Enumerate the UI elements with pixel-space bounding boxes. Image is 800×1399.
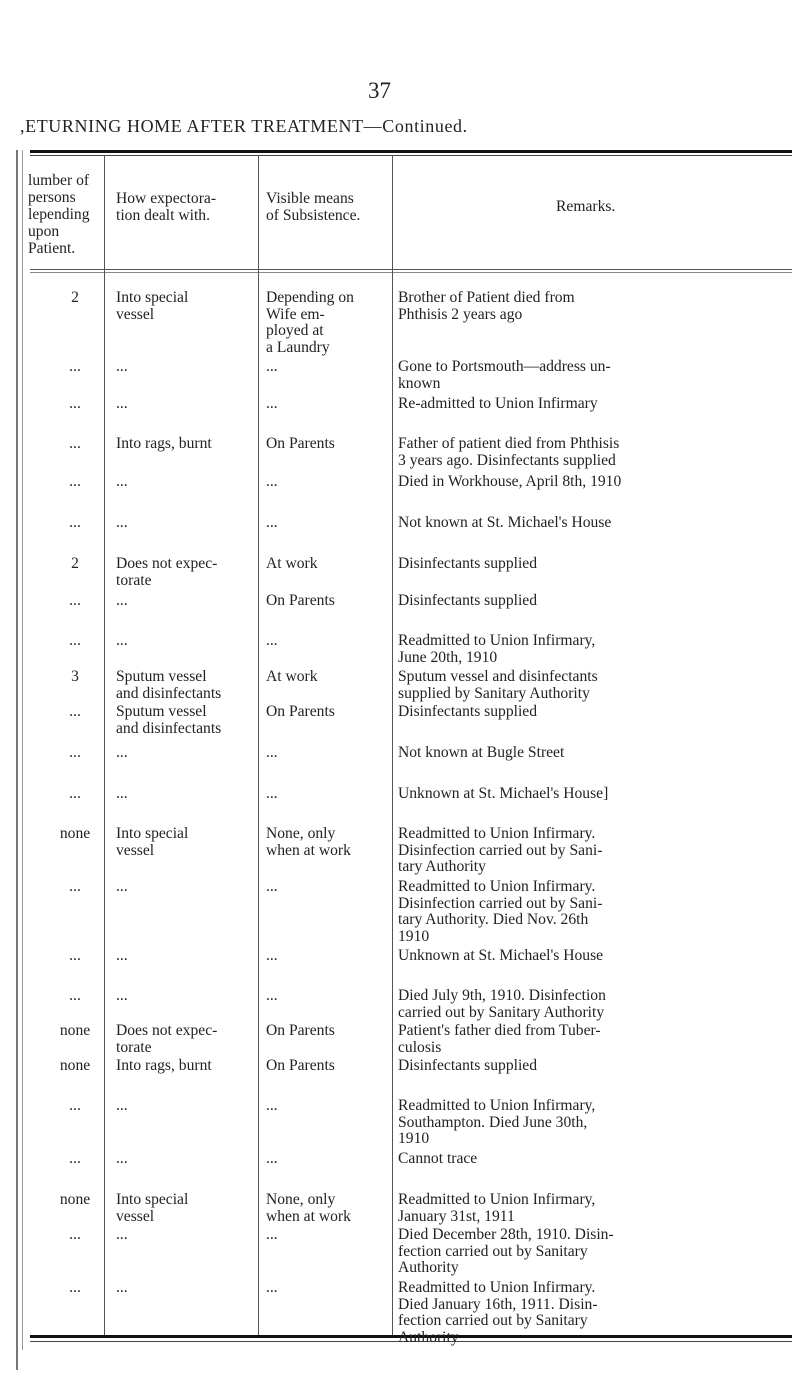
subsistence-cell: ...: [266, 358, 278, 375]
expectoration-cell: ...: [116, 947, 128, 964]
persons-cell: ...: [69, 358, 81, 375]
remarks-cell: Readmitted to Union Infirmary. Died January 16th, 1911. Disin- fection carried out by Sanitary Authority: [398, 1279, 598, 1346]
subsistence-cell: At work: [266, 668, 318, 685]
remarks-cell: Disinfectants supplied: [398, 592, 538, 609]
subsistence-cell: ...: [266, 1150, 278, 1167]
expectoration-cell: ...: [116, 632, 128, 649]
persons-cell: ...: [69, 703, 81, 720]
remarks-cell: Father of patient died from Phthisis 3 years ago. Disinfectants supplied: [398, 435, 620, 469]
persons-cell: none: [59, 1191, 91, 1208]
persons-cell: ...: [69, 1279, 81, 1296]
remarks-cell: Brother of Patient died from Phthisis 2 years ago: [398, 289, 575, 323]
column-divider-2: [258, 155, 259, 1335]
subsistence-cell: ...: [266, 785, 278, 802]
persons-cell: ...: [69, 435, 81, 452]
expectoration-cell: ...: [116, 514, 128, 531]
remarks-cell: Died December 28th, 1910. Disin- fection carried out by Sanitary Authority: [398, 1226, 614, 1276]
subsistence-cell: None, only when at work: [266, 825, 351, 859]
header-rule: [30, 269, 792, 270]
remarks-cell: Readmitted to Union Infirmary. Disinfection carried out by Sani- tary Authority. Died Nov. 26th 1910: [398, 878, 603, 945]
persons-cell: ...: [69, 987, 81, 1004]
expectoration-cell: Into special vessel: [116, 825, 189, 859]
remarks-cell: Cannot trace: [398, 1150, 478, 1167]
expectoration-cell: ...: [116, 592, 128, 609]
expectoration-cell: ...: [116, 1226, 128, 1243]
subsistence-cell: On Parents: [266, 703, 335, 720]
subsistence-cell: ...: [266, 878, 278, 895]
expectoration-cell: ...: [116, 1097, 128, 1114]
persons-cell: 2: [71, 289, 79, 306]
remarks-cell: Unknown at St. Michael's House: [398, 947, 604, 964]
subsistence-cell: ...: [266, 473, 278, 490]
persons-cell: none: [59, 825, 91, 842]
expectoration-cell: Into special vessel: [116, 1191, 189, 1225]
persons-cell: 3: [71, 668, 79, 685]
subsistence-cell: On Parents: [266, 1022, 335, 1039]
subsistence-cell: ...: [266, 1226, 278, 1243]
persons-cell: ...: [69, 1150, 81, 1167]
header-remarks: Remarks.: [556, 198, 616, 215]
expectoration-cell: ...: [116, 473, 128, 490]
persons-cell: ...: [69, 744, 81, 761]
remarks-cell: Patient's father died from Tuber- culosis: [398, 1022, 601, 1056]
expectoration-cell: ...: [116, 785, 128, 802]
persons-cell: ...: [69, 592, 81, 609]
expectoration-cell: Sputum vessel and disinfectants: [116, 668, 222, 702]
remarks-cell: Readmitted to Union Infirmary, Southampton. Died June 30th, 1910: [398, 1097, 596, 1147]
remarks-cell: Not known at St. Michael's House: [398, 514, 612, 531]
persons-cell: 2: [71, 555, 79, 572]
persons-cell: ...: [69, 632, 81, 649]
subsistence-cell: ...: [266, 632, 278, 649]
expectoration-cell: Does not expec- torate: [116, 555, 218, 589]
page-number: 37: [368, 78, 391, 103]
expectoration-cell: ...: [116, 358, 128, 375]
persons-cell: ...: [69, 1097, 81, 1114]
remarks-cell: Unknown at St. Michael's House]: [398, 785, 609, 802]
expectoration-cell: Into rags, burnt: [116, 435, 212, 452]
remarks-cell: Died July 9th, 1910. Disinfection carried out by Sanitary Authority: [398, 987, 606, 1021]
expectoration-cell: ...: [116, 395, 128, 412]
persons-cell: ...: [69, 785, 81, 802]
persons-cell: none: [59, 1022, 91, 1039]
expectoration-cell: ...: [116, 987, 128, 1004]
subsistence-cell: ...: [266, 947, 278, 964]
subsistence-cell: ...: [266, 395, 278, 412]
remarks-cell: Not known at Bugle Street: [398, 744, 565, 761]
persons-cell: ...: [69, 473, 81, 490]
remarks-cell: Readmitted to Union Infirmary, January 31st, 1911: [398, 1191, 596, 1225]
remarks-cell: Disinfectants supplied: [398, 703, 538, 720]
remarks-cell: Gone to Portsmouth—address un- known: [398, 358, 611, 392]
persons-cell: ...: [69, 1226, 81, 1243]
top-rule-thick: [30, 150, 792, 153]
remarks-cell: Readmitted to Union Infirmary. Disinfection carried out by Sani- tary Authority: [398, 825, 603, 875]
subsistence-cell: ...: [266, 1097, 278, 1114]
expectoration-cell: ...: [116, 1279, 128, 1296]
remarks-cell: Died in Workhouse, April 8th, 1910: [398, 473, 622, 490]
persons-cell: ...: [69, 514, 81, 531]
subsistence-cell: ...: [266, 514, 278, 531]
subsistence-cell: ...: [266, 744, 278, 761]
remarks-cell: Disinfectants supplied: [398, 1057, 538, 1074]
subsistence-cell: On Parents: [266, 1057, 335, 1074]
expectoration-cell: Sputum vessel and disinfectants: [116, 703, 222, 737]
subsistence-cell: At work: [266, 555, 318, 572]
expectoration-cell: ...: [116, 878, 128, 895]
expectoration-cell: Into special vessel: [116, 289, 189, 323]
header-subsistence: Visible means of Subsistence.: [266, 190, 361, 224]
remarks-cell: Sputum vessel and disinfectants supplied by Sanitary Authority: [398, 668, 598, 702]
header-expectoration: How expectora- tion dealt with.: [116, 190, 217, 224]
top-rule-thin: [30, 155, 792, 156]
subsistence-cell: ...: [266, 987, 278, 1004]
remarks-cell: Re-admitted to Union Infirmary: [398, 395, 598, 412]
persons-cell: ...: [69, 947, 81, 964]
remarks-cell: Readmitted to Union Infirmary, June 20th, 1910: [398, 632, 596, 666]
header-persons-depending: lumber of persons lepending upon Patient.: [28, 172, 90, 257]
expectoration-cell: ...: [116, 1150, 128, 1167]
expectoration-cell: ...: [116, 744, 128, 761]
binding-edge: [16, 150, 18, 1370]
expectoration-cell: Into rags, burnt: [116, 1057, 212, 1074]
persons-cell: ...: [69, 878, 81, 895]
subsistence-cell: Depending on Wife em- ployed at a Laundry: [266, 289, 354, 356]
header-rule-2: [30, 272, 792, 273]
remarks-cell: Disinfectants supplied: [398, 555, 538, 572]
subsistence-cell: None, only when at work: [266, 1191, 351, 1225]
persons-cell: ...: [69, 395, 81, 412]
expectoration-cell: Does not expec- torate: [116, 1022, 218, 1056]
persons-cell: none: [59, 1057, 91, 1074]
binding-edge-2: [22, 150, 23, 1350]
subsistence-cell: On Parents: [266, 435, 335, 452]
subsistence-cell: ...: [266, 1279, 278, 1296]
page-title: ,ETURNING HOME AFTER TREATMENT—Continued.: [20, 116, 468, 136]
subsistence-cell: On Parents: [266, 592, 335, 609]
